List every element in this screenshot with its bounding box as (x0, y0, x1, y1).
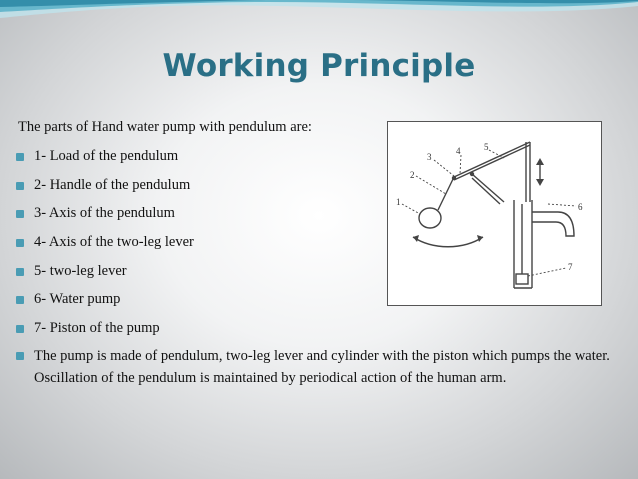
list-item: 4- Axis of the two-leg lever (16, 234, 376, 263)
list-item: 1- Load of the pendulum (16, 148, 376, 177)
list-item: 7- Piston of the pump (16, 320, 376, 349)
bullet-icon (16, 153, 24, 161)
bullet-icon (16, 325, 24, 333)
list-item: 5- two-leg lever (16, 263, 376, 292)
bullet-icon (16, 296, 24, 304)
bullet-icon (16, 239, 24, 247)
parts-list (16, 148, 376, 349)
bullet-icon (16, 210, 24, 218)
list-item: 6- Water pump (16, 291, 376, 320)
swing-arrow (413, 237, 483, 247)
figure-label: 2 (410, 170, 415, 180)
list-item: 2- Handle of the pendulum (16, 177, 376, 206)
bullet-icon (16, 182, 24, 190)
summary-paragraph (16, 345, 626, 389)
figure-label: 7 (568, 262, 573, 272)
list-item: 3- Axis of the pendulum (16, 205, 376, 234)
figure-label: 3 (427, 152, 432, 162)
pendulum-load-shape (419, 208, 441, 228)
pendulum-handle-shape (438, 177, 454, 210)
pump-diagram-svg (388, 122, 601, 305)
slide-title: Working Principle (162, 48, 476, 84)
summary-text: The pump is made of pendulum, two-leg lever and cylinder with the piston which pumps the water. Oscillation of the pendulum is maintained by periodical action of the human arm. (34, 348, 610, 386)
intro-text: The parts of Hand water pump with pendulum are: (18, 119, 312, 135)
figure-label: 6 (578, 202, 583, 212)
bullet-icon (16, 352, 24, 360)
figure-label: 5 (484, 142, 489, 152)
figure-label: 4 (456, 146, 461, 156)
figure-label: 1 (396, 197, 401, 207)
bullet-icon (16, 268, 24, 276)
pump-diagram (387, 121, 602, 306)
